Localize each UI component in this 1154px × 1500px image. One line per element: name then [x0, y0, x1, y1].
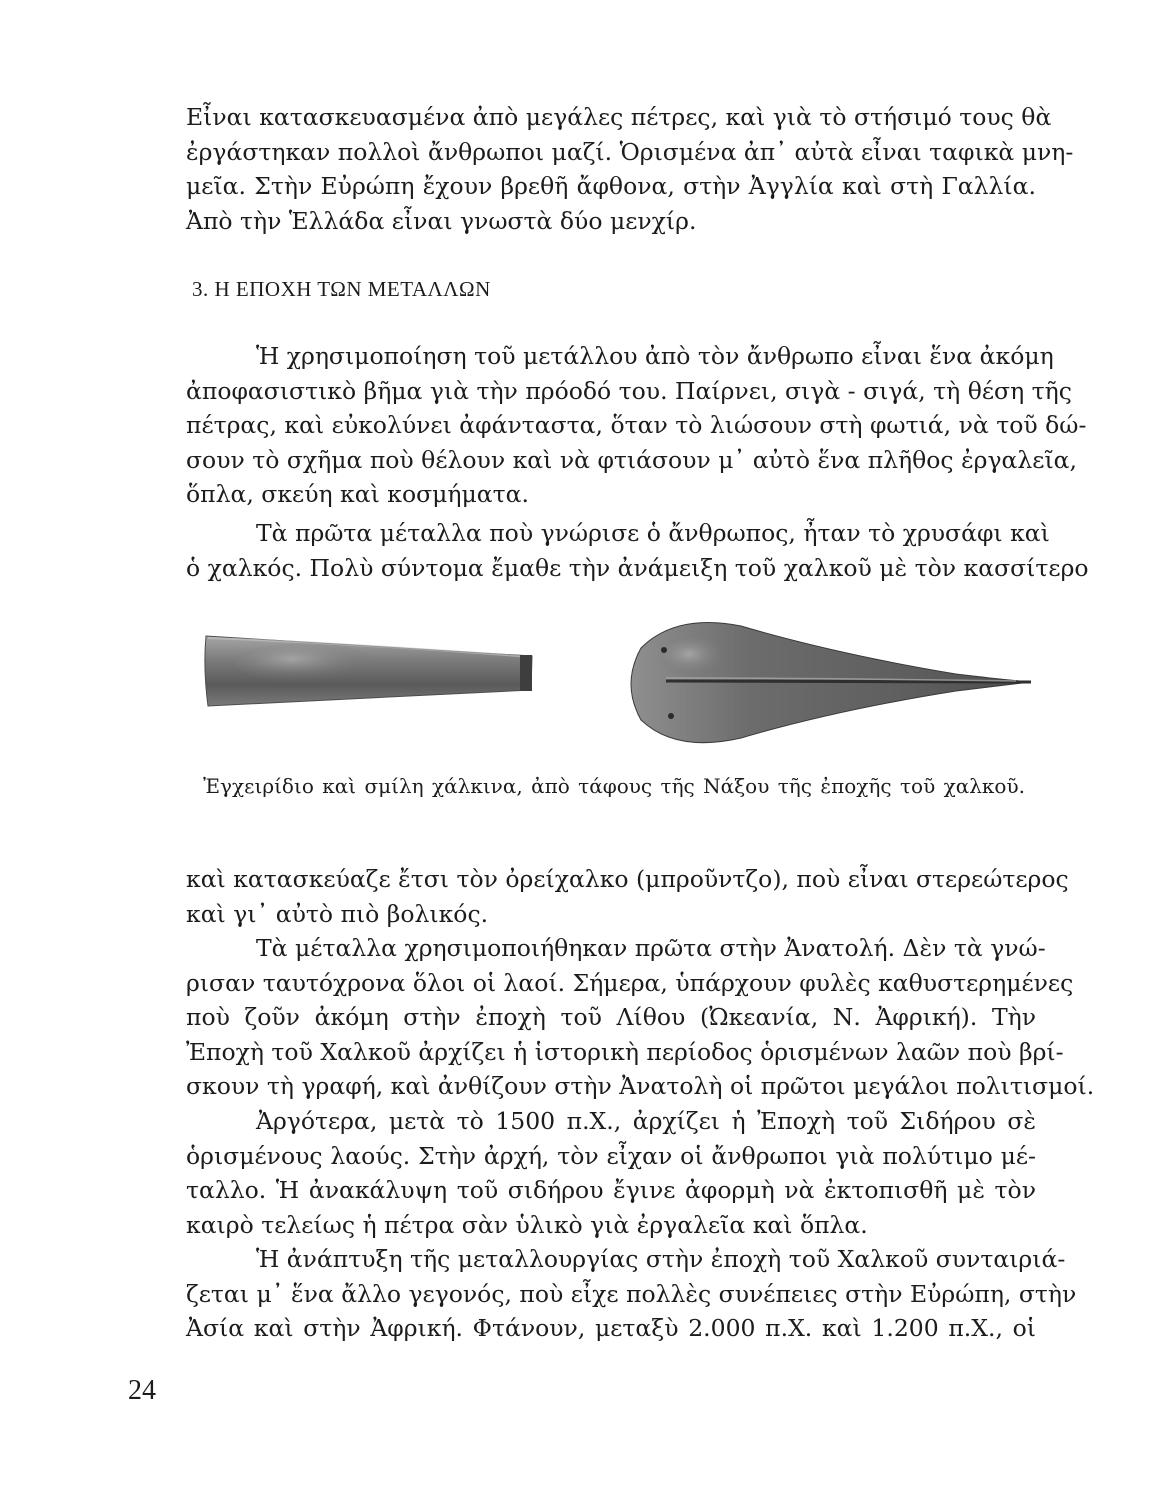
chisel-image [205, 636, 532, 706]
paragraph-iron-age [186, 1104, 1036, 1242]
text-line: ζεται μ᾽ ἕνα ἄλλο γεγονός, ποὺ εἶχε πολλὲς συνέπειες στὴν Εὐρώπη, στὴν [186, 1279, 1077, 1308]
text-line: πέτρας, καὶ εὐκολύνει ἀφάνταστα, ὅταν τὸ λιώσουν στὴ φωτιά, νὰ τοῦ δώ- [186, 411, 1087, 439]
text-line: μεῖα. Στὴν Εὐρώπη ἔχουν βρεθῆ ἄφθονα, στὴν Ἀγγλία καὶ στὴ Γαλλία. [186, 172, 1036, 200]
text-line: Ἡ χρησιμοποίηση τοῦ μετάλλου ἀπὸ τὸν ἄνθρωπο εἶναι ἕνα ἀκόμη [256, 342, 1054, 370]
text-line: ὁ χαλκός. Πολὺ σύντομα ἔμαθε τὴν ἀνάμειξη τοῦ χαλκοῦ μὲ τὸν κασσίτερο [186, 553, 1089, 582]
text-line: ὅπλα, σκεύη καὶ κοσμήματα. [186, 480, 529, 508]
text-line: σκουν τὴ γραφή, καὶ ἀνθίζουν στὴν Ἀνατολὴ οἱ πρῶτοι μεγάλοι πολιτισμοί. [186, 1072, 1095, 1100]
text-line: ταλλο. Ἡ ἀνακάλυψη τοῦ σιδήρου ἔγινε ἀφορμὴ νὰ ἐκτοπισθῆ μὲ τὸν [186, 1176, 1036, 1204]
paragraph-east [186, 931, 1095, 1104]
text-line: Ἐποχὴ τοῦ Χαλκοῦ ἀρχίζει ἡ ἱστορικὴ περίοδος ὁρισμένων λαῶν ποὺ βρί- [186, 1037, 1064, 1066]
bronze-artifacts-image [196, 608, 1036, 758]
text-line: καὶ κατασκεύαζε ἔτσι τὸν ὀρείχαλκο (μπροῦντζο), ποὺ εἶναι στερεώτερος [186, 865, 1069, 893]
paragraph-metallurgy [186, 1242, 1077, 1346]
paragraph-bronze [186, 862, 1069, 931]
text-line: σουν τὸ σχῆμα ποὺ θέλουν καὶ νὰ φτιάσουν μ᾽ αὐτὸ ἕνα πλῆθος ἐργαλεῖα, [186, 445, 1078, 474]
text-line: Τὰ πρῶτα μέταλλα ποὺ γνώρισε ὁ ἄνθρωπος, ἦταν τὸ χρυσάφι καὶ [256, 519, 1050, 547]
text-line: Εἶναι κατασκευασμένα ἀπὸ μεγάλες πέτρες, καὶ γιὰ τὸ στήσιμό τους θὰ [186, 103, 1052, 131]
section-heading: 3. Η ΕΠΟΧΗ ΤΩΝ ΜΕΤΑΛΛΩΝ [192, 277, 491, 301]
text-line: καὶ γι᾽ αὐτὸ πιὸ βολικός. [186, 899, 489, 928]
text-line: ποὺ ζοῦν ἀκόμη στὴν ἐποχὴ τοῦ Λίθου (Ὠκεανία, Ν. Ἀφρική). Τὴν [186, 1003, 1036, 1031]
text-line: ἀποφασιστικὸ βῆμα γιὰ τὴν πρόοδό του. Παίρνει, σιγὰ - σιγά, τὴ θέση τῆς [186, 376, 1072, 405]
text-line: Ἡ ἀνάπτυξη τῆς μεταλλουργίας στὴν ἐποχὴ τοῦ Χαλκοῦ συνταιριά- [256, 1245, 1066, 1273]
paragraph-metal-use [186, 339, 1087, 512]
text-line: Ἀργότερα, μετὰ τὸ 1500 π.Χ., ἀρχίζει ἡ Ἐποχὴ τοῦ Σιδήρου σὲ [256, 1107, 1036, 1135]
text-line: ρισαν ταυτόχρονα ὅλοι οἱ λαοί. Σήμερα, ὑπάρχουν φυλὲς καθυστερημένες [186, 968, 1074, 997]
dagger-image [631, 622, 1031, 742]
bronze-artifacts-figure [196, 608, 1036, 762]
paragraph-megaliths [186, 100, 1074, 238]
text-line: ὁρισμένους λαούς. Στὴν ἀρχή, τὸν εἶχαν οἱ ἄνθρωποι γιὰ πολύτιμο μέ- [186, 1141, 1036, 1170]
text-line: ἐργάστηκαν πολλοὶ ἄνθρωποι μαζί. Ὁρισμένα ἀπ᾽ αὐτὰ εἶναι ταφικὰ μνη- [186, 137, 1074, 166]
text-line: Ἀπὸ τὴν Ἑλλάδα εἶναι γνωστὰ δύο μενχίρ. [186, 206, 697, 235]
page-number: 24 [128, 1375, 156, 1406]
figure-caption: Ἐγχειρίδιο καὶ σμίλη χάλκινα, ἀπὸ τάφους τῆς Νάξου τῆς ἐποχῆς τοῦ χαλκοῦ. [203, 774, 1025, 798]
text-line: Ἀσία καὶ στὴν Ἀφρική. Φτάνουν, μεταξὺ 2.000 π.Χ. καὶ 1.200 π.Χ., οἱ [186, 1314, 1036, 1342]
paragraph-first-metals [186, 516, 1089, 585]
text-line: Τὰ μέταλλα χρησιμοποιήθηκαν πρῶτα στὴν Ἀνατολή. Δὲν τὰ γνώ- [256, 934, 1046, 962]
text-line: καιρὸ τελείως ἡ πέτρα σὰν ὑλικὸ γιὰ ἐργαλεῖα καὶ ὅπλα. [186, 1210, 868, 1239]
